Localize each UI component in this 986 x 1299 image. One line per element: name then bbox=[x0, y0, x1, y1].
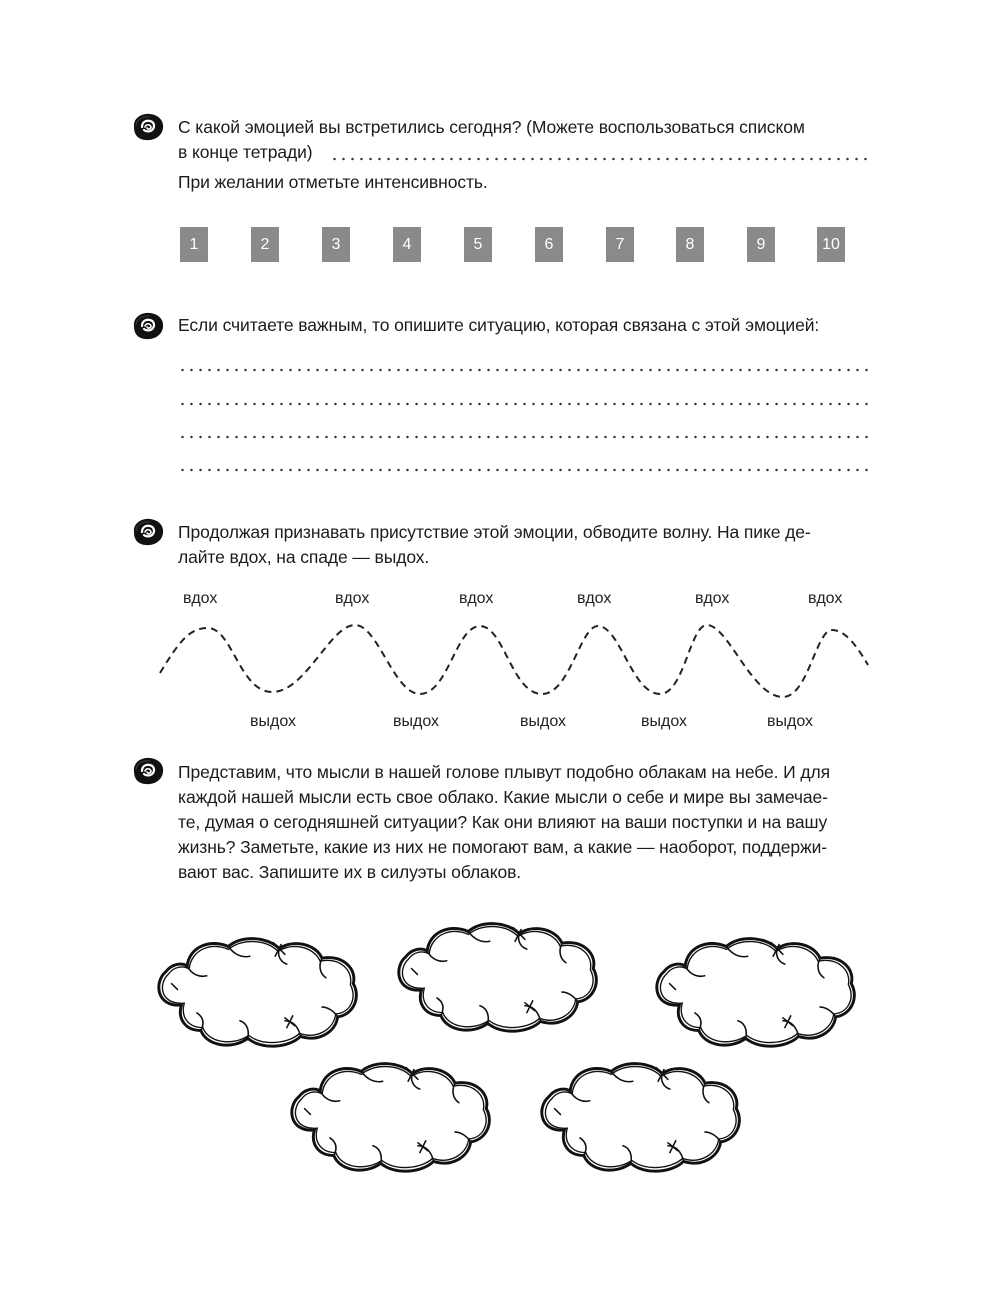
exhale-label: выдох bbox=[520, 713, 567, 730]
question-3-line-1: Продолжая признавать присутствие этой эмоции, обводите волну. На пике де- bbox=[178, 522, 811, 542]
cloud-writing-area-3[interactable] bbox=[650, 925, 865, 1052]
intensity-scale-1[interactable]: 1 bbox=[180, 227, 208, 262]
question-4-line-2: каждой нашей мысли есть свое облако. Какие мысли о себе и мире вы замечае- bbox=[178, 787, 828, 807]
intensity-scale-2[interactable]: 2 bbox=[251, 227, 279, 262]
intensity-scale-3[interactable]: 3 bbox=[322, 227, 350, 262]
inhale-label: вдох bbox=[335, 590, 370, 607]
inhale-label: вдох bbox=[695, 590, 730, 607]
inhale-label: вдох bbox=[577, 590, 612, 607]
exhale-label: выдох bbox=[767, 713, 814, 730]
cloud-writing-area-2[interactable] bbox=[392, 910, 607, 1037]
exhale-label: выдох bbox=[393, 713, 440, 730]
question-2-line-1: Если считаете важным, то опишите ситуацию, которая связана с этой эмоцией: bbox=[178, 315, 820, 335]
question-1-line-1: С какой эмоцией вы встретились сегодня? (Можете воспользоваться списком bbox=[178, 117, 805, 137]
intensity-scale-4[interactable]: 4 bbox=[393, 227, 421, 262]
intensity-scale-7[interactable]: 7 bbox=[606, 227, 634, 262]
inhale-label: вдох bbox=[183, 590, 218, 607]
exhale-label: выдох bbox=[250, 713, 297, 730]
spiral-bullet-icon bbox=[131, 756, 165, 786]
intensity-scale-10[interactable]: 10 bbox=[817, 227, 845, 262]
intensity-scale-8[interactable]: 8 bbox=[676, 227, 704, 262]
question-1-line-2: в конце тетради) bbox=[178, 142, 313, 162]
question-4-line-4: жизнь? Заметьте, какие из них не помогают вам, а какие — наоборот, поддержи- bbox=[178, 837, 828, 857]
inhale-label: вдох bbox=[459, 590, 494, 607]
intensity-scale-6[interactable]: 6 bbox=[535, 227, 563, 262]
cloud-writing-area-1[interactable] bbox=[152, 925, 367, 1052]
question-4-line-3: те, думая о сегодняшней ситуации? Как они влияют на ваши поступки и на вашу bbox=[178, 812, 828, 832]
question-1-line-3: При желании отметьте интенсивность. bbox=[178, 172, 488, 192]
question-3-line-2: лайте вдох, на спаде — выдох. bbox=[178, 547, 430, 567]
inhale-label: вдох bbox=[808, 590, 843, 607]
question-4-line-1: Представим, что мысли в нашей голове плывут подобно облакам на небе. И для bbox=[178, 762, 831, 782]
intensity-scale-9[interactable]: 9 bbox=[747, 227, 775, 262]
intensity-scale-5[interactable]: 5 bbox=[464, 227, 492, 262]
cloud-writing-area-5[interactable] bbox=[535, 1050, 750, 1177]
exhale-label: выдох bbox=[641, 713, 688, 730]
question-4-line-5: вают вас. Запишите их в силуэты облаков. bbox=[178, 862, 522, 882]
cloud-writing-area-4[interactable] bbox=[285, 1050, 500, 1177]
